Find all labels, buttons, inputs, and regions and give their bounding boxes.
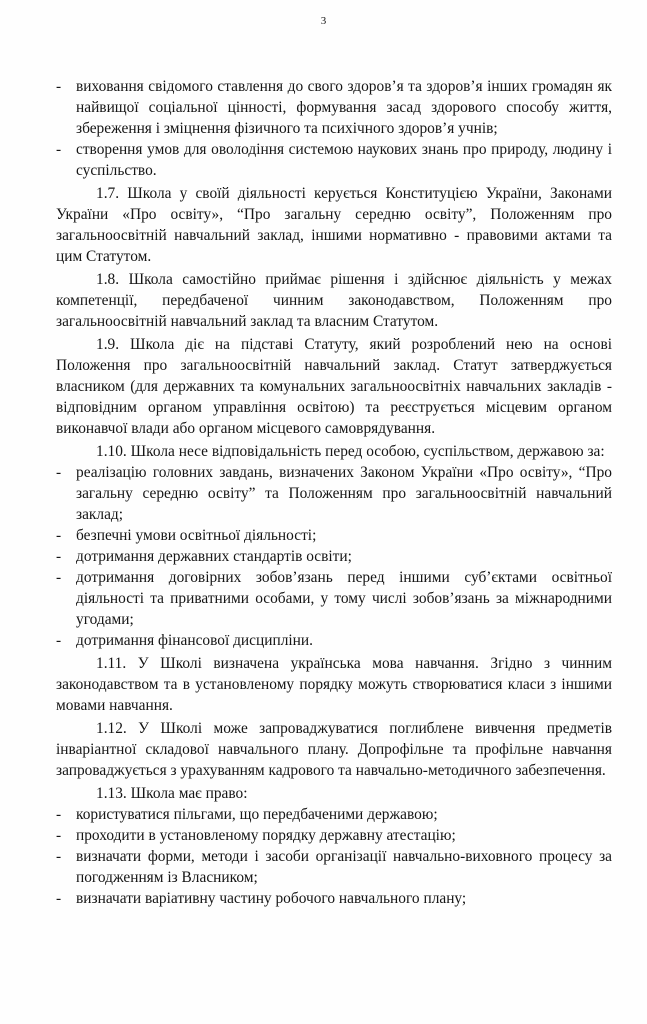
bullet-item (56, 804, 612, 825)
bullet-item (56, 546, 612, 567)
bullet-item (56, 139, 612, 181)
bullet-dash: - (56, 632, 62, 649)
bullet-dash: - (56, 78, 62, 95)
bullet-dash: - (56, 890, 62, 907)
bullet-dash: - (56, 848, 62, 865)
bullet-text: дотримання договірних зобов’язань перед іншими суб’єктами освітньої діяльності та приватними особами, у тому числі зобов’язань за міжнародними угодами; (76, 569, 612, 628)
document-body (56, 76, 612, 909)
bullet-item (56, 567, 612, 630)
bullet-text: проходити в установленому порядку державну атестацію; (76, 827, 456, 844)
paragraph-1-11: 1.11. У Школі визначена українська мова навчання. Згідно з чинним законодавством та в установленому порядку можуть створюватися класи з іншими мовами навчання. (56, 655, 612, 714)
bullet-text: дотримання фінансової дисципліни. (76, 632, 313, 649)
bullet-dash: - (56, 141, 62, 158)
bullet-dash: - (56, 548, 62, 565)
bullet-text: дотримання державних стандартів освіти; (76, 548, 352, 565)
paragraph-1-12: 1.12. У Школі може запроваджуватися поглиблене вивчення предметів інваріантної складової навчального плану. Допрофільне та профільне навчання запроваджується з урахуванням кадрового та навчально-методичного забезпечення. (56, 720, 612, 779)
bullet-dash: - (56, 806, 62, 823)
bullet-text: безпечні умови освітньої діяльності; (76, 527, 317, 544)
bullet-item (56, 462, 612, 525)
bullet-text: визначати форми, методи і засоби організації навчально-виховного процесу за погодженням із Власником; (76, 848, 612, 886)
bullet-item (56, 525, 612, 546)
bullet-dash: - (56, 569, 62, 586)
paragraph-1-8: 1.8. Школа самостійно приймає рішення і здійснює діяльність у межах компетенції, передбаченої чинним законодавством, Положенням про загальноосвітній навчальний заклад та власним Статутом. (56, 271, 612, 330)
bullet-dash: - (56, 527, 62, 544)
paragraph-1-13: 1.13. Школа має право: (96, 785, 248, 802)
paragraph-1-7: 1.7. Школа у своїй діяльності керується Конституцією України, Законами України «Про освіту», “Про загальну середню освіту”, Положенням про загальноосвітній навчальний заклад, іншими нормативно - правовими актами та цим Статутом. (56, 185, 612, 265)
paragraph-1-10: 1.10. Школа несе відповідальність перед особою, суспільством, державою за: (96, 443, 605, 460)
bullet-item (56, 825, 612, 846)
bullet-text: виховання свідомого ставлення до свого здоров’я та здоров’я інших громадян як найвищої соціальної цінності, формування засад здорового способу життя, збереження і зміцнення фізичного та психічного здоров’я учнів; (76, 78, 612, 137)
bullet-text: створення умов для оволодіння системою наукових знань про природу, людину і суспільство. (76, 141, 612, 179)
bullet-text: реалізацію головних завдань, визначених Законом України «Про освіту», “Про загальну середню освіту” та Положенням про загальноосвітній навчальний заклад; (76, 464, 612, 523)
page-number: 3 (320, 15, 327, 27)
bullet-item (56, 888, 612, 909)
bullet-dash: - (56, 464, 62, 481)
paragraph-1-9: 1.9. Школа діє на підставі Статуту, який розроблений нею на основі Положення про загальноосвітній навчальний заклад. Статут затверджується власником (для державних та комунальних загальноосвітніх навчальних закладів - відповідним органом управління освітою) та реєструється місцевим органом виконавчої влади або органом місцевого самоврядування. (56, 336, 612, 437)
bullet-item (56, 76, 612, 139)
bullet-item (56, 630, 612, 651)
bullet-item (56, 846, 612, 888)
bullet-dash: - (56, 827, 62, 844)
bullet-text: користуватися пільгами, що передбаченими державою; (76, 806, 438, 823)
bullet-text: визначати варіативну частину робочого навчального плану; (76, 890, 467, 907)
